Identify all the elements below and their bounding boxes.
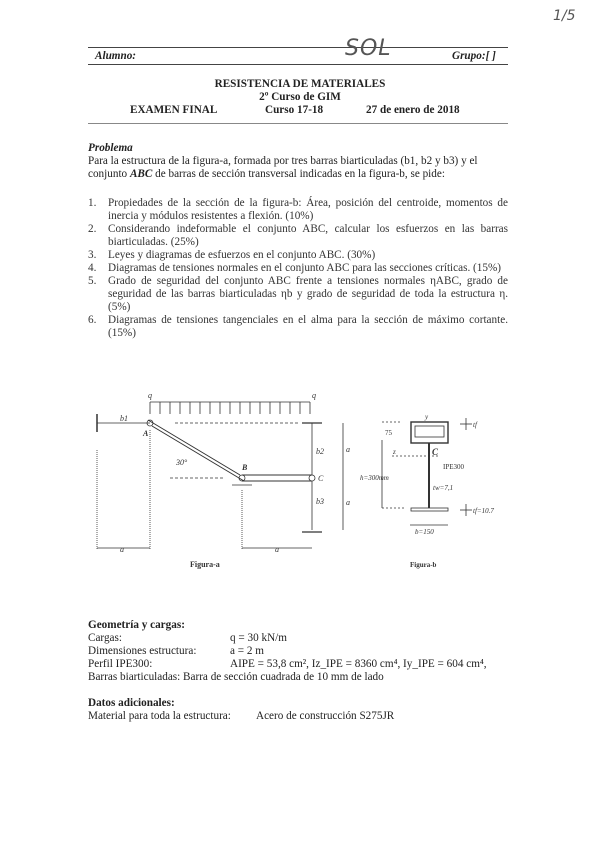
grupo-label: Grupo:[ ] — [452, 50, 496, 62]
load-arrows — [150, 402, 310, 414]
question-item — [88, 275, 508, 314]
label-b-width: b=150 — [415, 528, 434, 536]
course-title: 2º Curso de GIM — [259, 91, 341, 103]
question-item — [88, 262, 508, 275]
geometry-row — [88, 632, 508, 645]
alumno-label: Alumno: — [95, 50, 137, 62]
bars-description: Barras biarticuladas: Barra de sección cuadrada de 10 mm de lado — [88, 671, 384, 683]
intro-text: conjunto — [88, 168, 130, 180]
problem-heading: Problema — [88, 142, 133, 154]
label-angle: 30° — [176, 458, 188, 467]
additional-heading: Datos adicionales: — [88, 697, 175, 709]
exam-title: EXAMEN FINAL — [130, 104, 218, 116]
question-number: 6. — [88, 314, 97, 326]
label-q: q — [148, 391, 152, 400]
figure-b-caption: Figura-b — [410, 561, 437, 569]
title-divider — [88, 123, 508, 124]
label-dim-a: a — [120, 545, 124, 554]
label-q: q — [312, 391, 316, 400]
label-b1: b1 — [120, 414, 128, 423]
joint-c — [309, 475, 315, 481]
row-value: AIPE = 53,8 cm², Iz_IPE = 8360 cm⁴, Iy_IPE = 604 cm⁴, — [230, 658, 487, 670]
question-number: 4. — [88, 262, 97, 274]
material-label: Material para toda la estructura: — [88, 710, 231, 722]
handwritten-name: SOL — [345, 36, 392, 61]
geometry-heading: Geometría y cargas: — [88, 619, 185, 631]
year-title: Curso 17-18 — [265, 104, 324, 116]
problem-intro-2 — [88, 168, 445, 181]
header-top-line — [88, 47, 508, 48]
question-text: Considerando indeformable el conjunto ABC, calcular los esfuerzos en las barras biarticuladas. (25%) — [108, 223, 508, 248]
row-label: Perfil IPE300: — [88, 658, 153, 670]
label-tw: tw=7,1 — [433, 484, 454, 492]
label-h: h=300mm — [360, 474, 389, 482]
label-ipe300: IPE300 — [443, 463, 464, 471]
question-text: Leyes y diagramas de esfuerzos en el conjunto ABC. (30%) — [108, 249, 376, 261]
geometry-row — [88, 645, 508, 658]
question-text: Diagramas de tensiones normales en el conjunto ABC para las secciones críticas. (15%) — [108, 262, 501, 274]
question-list — [88, 197, 508, 340]
label-b3: b3 — [316, 497, 324, 506]
geometry-row — [88, 658, 508, 671]
question-number: 5. — [88, 275, 97, 287]
label-c: C — [318, 474, 324, 483]
box-hollow — [415, 426, 444, 437]
figure-a-labels — [120, 391, 350, 569]
label-dim-a: a — [346, 498, 350, 507]
row-value: q = 30 kN/m — [230, 632, 287, 644]
question-item — [88, 223, 508, 249]
question-number: 1. — [88, 197, 97, 209]
label-b: B — [242, 463, 248, 472]
row-label: Dimensiones estructura: — [88, 645, 197, 657]
structure-figures — [80, 390, 520, 580]
label-centroid: C — [432, 447, 439, 457]
box-flange — [411, 422, 448, 443]
question-item — [88, 249, 508, 262]
question-number: 2. — [88, 223, 97, 235]
question-number: 3. — [88, 249, 97, 261]
row-value: a = 2 m — [230, 645, 264, 657]
page-number: 1/5 — [553, 8, 576, 24]
intro-text: de barras de sección transversal indicadas en la figura-b, se pide: — [152, 168, 445, 180]
figure-a-caption: Figura-a — [190, 560, 220, 569]
subject-title: RESISTENCIA DE MATERIALES — [214, 78, 386, 90]
figure-b-labels — [360, 413, 494, 569]
question-text: Grado de seguridad del conjunto ABC frente a tensiones normales ηABC, grado de seguridad de las barras biarticuladas ηb y grado de seguridad de toda la estructura η. (5%) — [108, 275, 508, 313]
figure-b — [382, 418, 472, 525]
label-75: 75 — [385, 429, 392, 437]
question-text: Diagramas de tensiones tangenciales en el alma para la sección de máximo cortante. (15%) — [108, 314, 508, 339]
label-b2: b2 — [316, 447, 324, 456]
label-z: z — [393, 448, 396, 456]
figure-a — [97, 402, 343, 550]
intro-abc: ABC — [129, 168, 153, 180]
row-label: Cargas: — [88, 632, 122, 644]
exam-date: 27 de enero de 2018 — [366, 104, 460, 116]
problem-intro-1: Para la estructura de la figura-a, formada por tres barras biarticuladas (b1, b2 y b3) y el — [88, 155, 478, 167]
label-tf-top: tf — [473, 421, 477, 429]
label-dim-a: a — [275, 545, 279, 554]
header-bottom-line — [88, 64, 508, 65]
label-tf: tf=10.7 — [473, 507, 494, 515]
material-value: Acero de construcción S275JR — [256, 710, 395, 722]
question-item — [88, 197, 508, 223]
bottom-flange — [411, 508, 448, 511]
question-text: Propiedades de la sección de la figura-b: Área, posición del centroide, momentos de inercia y módulos resistentes a flexión. (10%) — [108, 197, 508, 222]
label-a: A — [143, 429, 149, 438]
label-y: y — [425, 413, 429, 421]
label-dim-a: a — [346, 445, 350, 454]
question-item — [88, 314, 508, 340]
